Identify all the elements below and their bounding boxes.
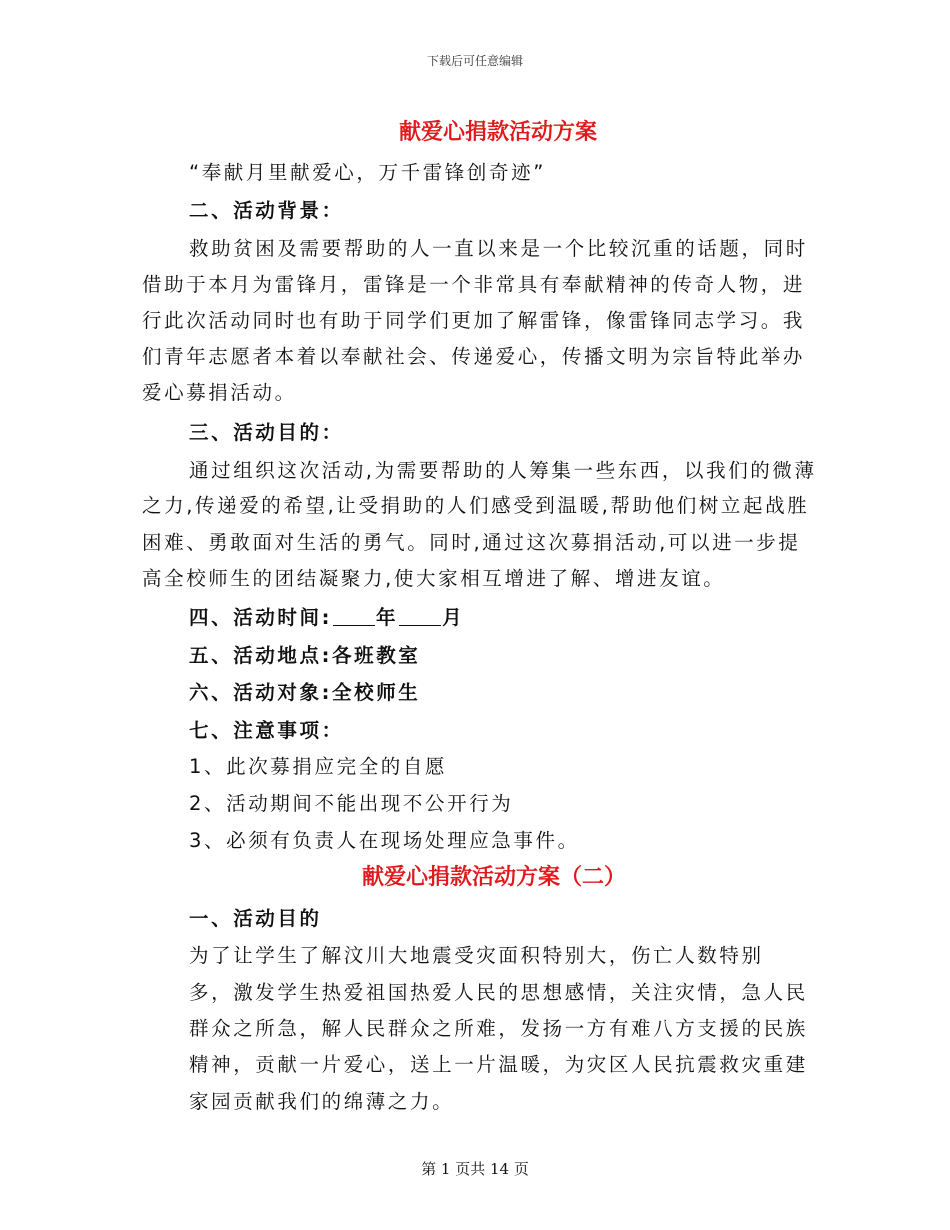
- paragraph-line: 群众之所急，解人民群众之所难，发扬一方有难八方支援的民族: [189, 1017, 808, 1040]
- activity-target: 六、活动对象:全校师生: [189, 681, 421, 704]
- paragraph-line: 多，激发学生热爱祖国热爱人民的思想感情，关注灾情，急人民: [189, 981, 808, 1004]
- paragraph-line: 通过组织这次活动,为需要帮助的人筹集一些东西，以我们的微薄: [189, 459, 817, 482]
- paragraph-line: 借助于本月为雷锋月，雷锋是一个非常具有奉献精神的传奇人物，进: [142, 273, 806, 296]
- time-label: 四、活动时间:: [189, 606, 332, 629]
- section-title-2: 献爱心捐款活动方案（二）: [361, 865, 626, 890]
- heading-purpose: 三、活动目的：: [189, 421, 344, 444]
- paragraph-line: 之力,传递爱的希望,让受捐助的人们感受到温暖,帮助他们树立起战胜: [142, 494, 810, 517]
- note-item: 2、活动期间不能出现不公开行为: [189, 792, 514, 815]
- page-footer: 第 1 页共 14 页: [421, 1160, 529, 1178]
- paragraph-line: 行此次活动同时也有助于同学们更加了解雷锋，像雷锋同志学习。我: [142, 309, 806, 332]
- year-blank: [333, 609, 375, 626]
- document-title: 献爱心捐款活动方案: [398, 120, 597, 145]
- year-label: 年: [376, 606, 399, 629]
- paragraph-line: 救助贫困及需要帮助的人一直以来是一个比较沉重的话题，同时: [189, 237, 808, 260]
- heading-background: 二、活动背景：: [189, 199, 344, 222]
- activity-time: [189, 602, 464, 630]
- paragraph-line: 家园贡献我们的绵薄之力。: [189, 1090, 455, 1113]
- paragraph-line: 为了让学生了解汶川大地震受灾面积特别大，伤亡人数特别: [189, 944, 764, 967]
- paragraph-line: 爱心募捐活动。: [142, 381, 297, 404]
- paragraph-line: 们青年志愿者本着以奉献社会、传递爱心，传播文明为宗旨特此举办: [142, 345, 806, 368]
- note-item: 3、必须有负责人在现场处理应急事件。: [189, 829, 580, 852]
- paragraph-line: 困难、勇敢面对生活的勇气。同时,通过这次募捐活动,可以进一步提: [142, 531, 801, 554]
- month-label: 月: [442, 606, 465, 629]
- paragraph-line: 高全校师生的团结凝聚力,使大家相互增进了解、增进友谊。: [142, 567, 726, 590]
- paragraph-line: 精神，贡献一片爱心，送上一片温暖，为灾区人民抗震救灾重建: [189, 1053, 808, 1076]
- heading-purpose-2: 一、活动目的: [189, 907, 322, 930]
- note-item: 1、此次募捐应完全的自愿: [189, 755, 448, 778]
- page-header: 下载后可任意编辑: [426, 54, 523, 68]
- heading-notes: 七、注意事项：: [189, 719, 344, 742]
- activity-place: 五、活动地点:各班教室: [189, 644, 421, 667]
- month-blank: [399, 609, 441, 626]
- slogan: “奉献月里献爱心，万千雷锋创奇迹”: [189, 161, 546, 184]
